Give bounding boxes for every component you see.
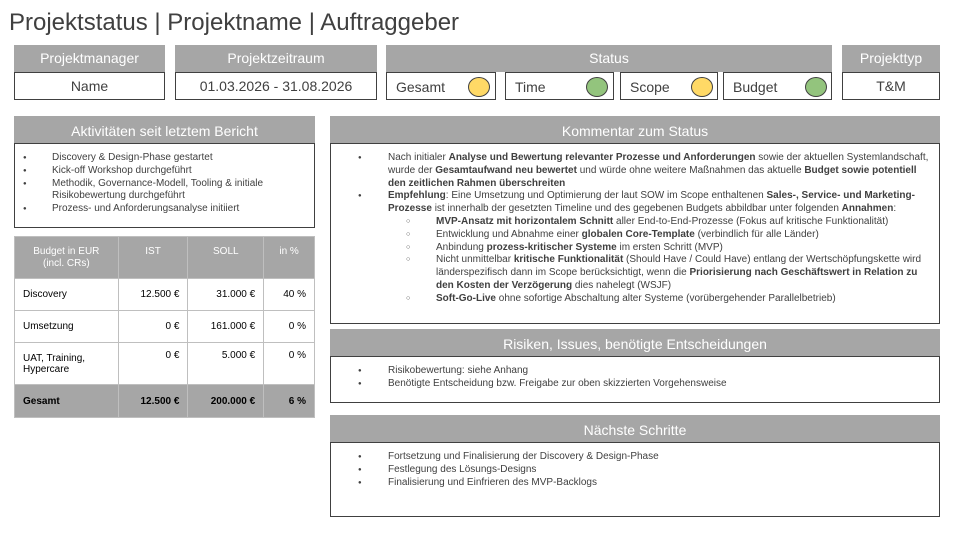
row-pct: 0 % [264, 343, 315, 385]
status-scope [620, 72, 718, 100]
status-budget-label: Budget [733, 79, 778, 95]
text-bold: Gesamtaufwand neu bewertet [435, 164, 577, 176]
text: aller End-to-End-Prozesse (Fokus auf kritische Funktionalität) [613, 215, 889, 227]
activities-panel [14, 143, 315, 228]
status-header: Status [386, 45, 832, 72]
text-bold: MVP-Ansatz mit horizontalem Schnitt [436, 215, 614, 227]
list-item [388, 254, 929, 292]
text: Anbindung [436, 241, 487, 253]
list-item [388, 229, 929, 242]
text-bold: prozess-kritischer Systeme [486, 241, 617, 253]
budget-col-header [15, 237, 119, 279]
status-time [505, 72, 614, 100]
total-name: Gesamt [15, 385, 119, 418]
risks-panel [330, 356, 940, 403]
row-name-line: UAT, Training, [23, 352, 86, 364]
text: dies nahelegt (WSJF) [572, 279, 672, 291]
timeframe-header: Projektzeitraum [175, 45, 377, 72]
status-budget-indicator-icon [805, 77, 827, 97]
list-item [331, 190, 929, 305]
text: im ersten Schritt (MVP) [616, 241, 723, 253]
status-scope-label: Scope [630, 79, 670, 95]
text: : [893, 203, 897, 215]
text: Nicht unmittelbar [436, 254, 514, 266]
status-gesamt [386, 72, 496, 100]
table-row [15, 343, 315, 385]
list-item: ● Benötigte Entscheidung bzw. Freigabe zur oben skizzierten Vorgehensweise [331, 378, 939, 391]
list-item [388, 242, 929, 255]
total-pct: 6 % [264, 385, 315, 418]
status-gesamt-label: Gesamt [396, 79, 446, 95]
row-name-line: Hypercare [23, 363, 70, 375]
text: (verbindlich für alle Länder) [694, 228, 819, 240]
assumptions-list [388, 216, 929, 306]
manager-value: Name [14, 72, 165, 100]
table-row [15, 279, 315, 311]
budget-col-header-line: (incl. CRs) [42, 258, 90, 269]
manager-header: Projektmanager [14, 45, 165, 72]
text-bold: Empfehlung [388, 190, 446, 202]
list-item: ● Kick-off Workshop durchgeführt [15, 165, 314, 178]
text: und würde ohne weitere Maßnahmen das aktuelle [576, 164, 805, 176]
activities-header: Aktivitäten seit letztem Bericht [14, 116, 315, 143]
pct-col-header: in % [264, 237, 315, 279]
page-title: Projektstatus | Projektname | Auftraggeber [9, 9, 460, 36]
activities-list [15, 152, 314, 216]
comment-header: Kommentar zum Status [330, 116, 940, 143]
text: Nach initialer [388, 152, 449, 163]
row-ist: 0 € [118, 343, 188, 385]
type-header: Projekttyp [842, 45, 940, 72]
text-bold: globalen Core-Template [581, 228, 695, 240]
status-scope-indicator-icon [691, 77, 713, 97]
row-pct: 40 % [264, 279, 315, 311]
table-row [15, 311, 315, 343]
text-bold: Annahmen [841, 203, 894, 215]
row-name [15, 343, 119, 385]
list-item: ● Festlegung des Lösungs-Designs [331, 464, 939, 477]
row-name: Umsetzung [15, 311, 119, 343]
text-bold: Analyse und Bewertung relevanter Prozesse und Anforderungen [448, 152, 756, 163]
budget-table [14, 236, 315, 418]
next-steps-list [331, 451, 939, 489]
risks-header: Risiken, Issues, benötigte Entscheidungen [330, 329, 940, 356]
budget-header-row [15, 237, 315, 279]
comment-panel [330, 143, 940, 324]
text-bold: Budget sowie potentiell den zeitlichen Rahmen überschreiten [388, 164, 917, 189]
text: Entwicklung und Abnahme einer [436, 228, 582, 240]
next-steps-panel [330, 442, 940, 517]
list-item [388, 293, 929, 306]
status-time-indicator-icon [586, 77, 608, 97]
type-value: T&M [842, 72, 940, 100]
timeframe-value: 01.03.2026 - 31.08.2026 [175, 72, 377, 100]
list-item: ● Risikobewertung: siehe Anhang [331, 365, 939, 378]
row-name: Discovery [15, 279, 119, 311]
risks-list [331, 365, 939, 391]
row-ist: 12.500 € [118, 279, 188, 311]
text-bold: kritische Funktionalität [513, 254, 624, 266]
table-total-row [15, 385, 315, 418]
next-steps-header: Nächste Schritte [330, 415, 940, 442]
list-item: ● Finalisierung und Einfrieren des MVP-Backlogs [331, 477, 939, 490]
text: ist innerhalb der gesetzten Timeline und des gegebenen Budgets abbildbar unter folgenden [431, 203, 842, 215]
text: : Eine Umsetzung und Optimierung der laut SOW im Scope enthaltenen [445, 190, 767, 202]
text-bold: Sales-, Service- und Marketing-Prozesse [388, 190, 915, 215]
list-item: ● Discovery & Design-Phase gestartet [15, 152, 314, 165]
list-item [388, 216, 929, 229]
budget-col-header-line: Budget in EUR [33, 246, 100, 257]
list-item: ● Fortsetzung und Finalisierung der Discovery & Design-Phase [331, 451, 939, 464]
list-item [331, 152, 929, 190]
text: (Should Have / Could Have) entlang der Wertschöpfungskette wird länderspezifisch dann im Scope berücksichtigt, wenn die [436, 254, 922, 279]
text: sowie der aktuellen Systemlandschaft, wurde der [388, 152, 929, 176]
status-gesamt-indicator-icon [468, 77, 490, 97]
total-ist: 12.500 € [118, 385, 188, 418]
soll-col-header: SOLL [188, 237, 264, 279]
list-item: ● Prozess- und Anforderungsanalyse initiiert [15, 203, 314, 216]
row-ist: 0 € [118, 311, 188, 343]
total-soll: 200.000 € [188, 385, 264, 418]
text-bold: Priorisierung nach Geschäftswert in Relation zu den Kosten der Verzögerung [436, 267, 918, 291]
list-item: ● Methodik, Governance-Modell, Tooling & initiale Risikobewertung durchgeführt [15, 178, 314, 204]
status-time-label: Time [515, 79, 546, 95]
text: ohne sofortige Abschaltung alter Systeme (vorübergehender Parallelbetrieb) [496, 292, 836, 304]
ist-col-header: IST [118, 237, 188, 279]
row-soll: 5.000 € [188, 343, 264, 385]
row-soll: 31.000 € [188, 279, 264, 311]
text-bold: Soft-Go-Live [436, 292, 496, 304]
row-soll: 161.000 € [188, 311, 264, 343]
status-budget [723, 72, 832, 100]
row-pct: 0 % [264, 311, 315, 343]
comment-list [331, 152, 929, 306]
